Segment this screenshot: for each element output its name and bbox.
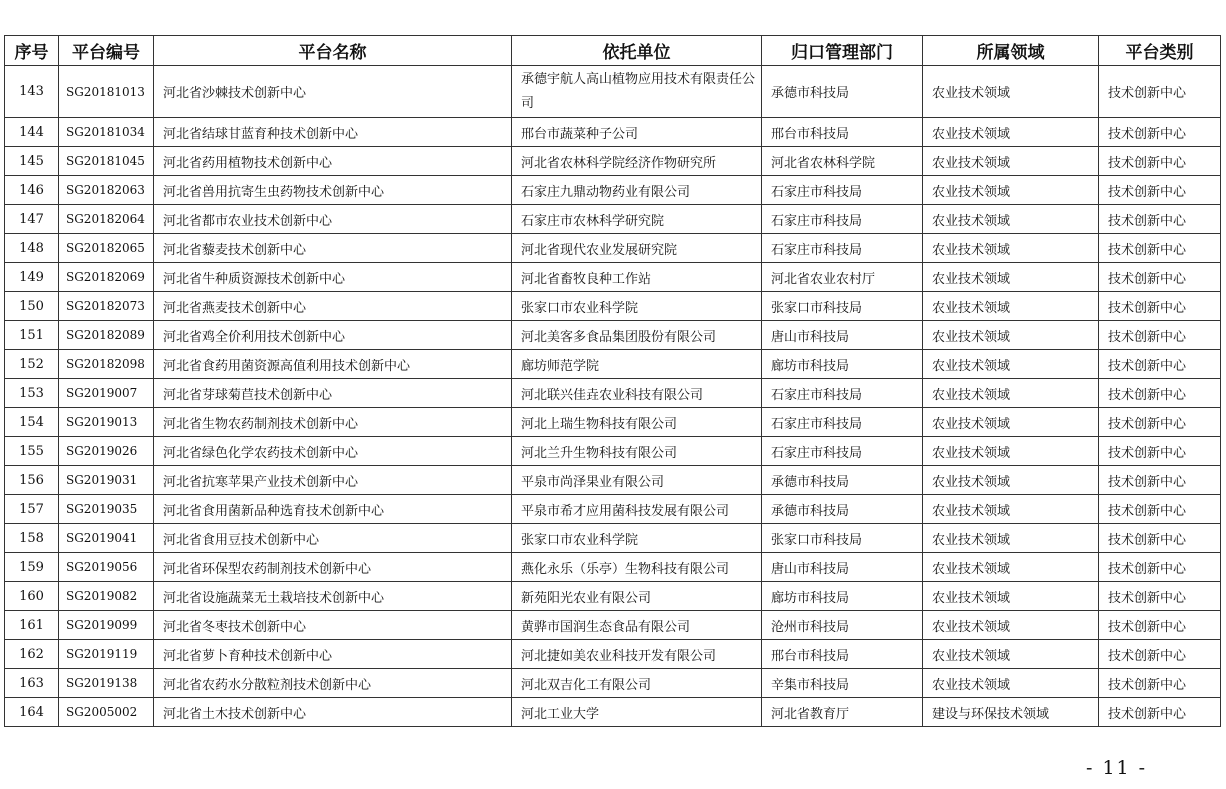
- header-host-organization: 依托单位: [512, 36, 762, 66]
- cell-platform-type: 技术创新中心: [1099, 553, 1221, 582]
- header-managing-department: 归口管理部门: [762, 36, 923, 66]
- table-row: [5, 611, 1221, 640]
- table-body: [5, 66, 1221, 727]
- cell-field: 农业技术领域: [923, 176, 1099, 205]
- cell-host-organization: 河北上瑞生物科技有限公司: [512, 408, 762, 437]
- cell-platform-code: SG2005002: [59, 698, 154, 727]
- cell-serial-no: 153: [5, 379, 59, 408]
- cell-platform-type: 技术创新中心: [1099, 147, 1221, 176]
- cell-platform-name: 河北省冬枣技术创新中心: [154, 611, 512, 640]
- cell-field: 农业技术领域: [923, 292, 1099, 321]
- cell-platform-type: 技术创新中心: [1099, 205, 1221, 234]
- cell-platform-code: SG2019041: [59, 524, 154, 553]
- cell-host-organization: 平泉市尚泽果业有限公司: [512, 466, 762, 495]
- cell-serial-no: 155: [5, 437, 59, 466]
- cell-platform-name: 河北省燕麦技术创新中心: [154, 292, 512, 321]
- header-platform-code: 平台编号: [59, 36, 154, 66]
- cell-host-organization: 河北省现代农业发展研究院: [512, 234, 762, 263]
- cell-platform-name: 河北省绿色化学农药技术创新中心: [154, 437, 512, 466]
- table-row: [5, 234, 1221, 263]
- cell-platform-name: 河北省环保型农药制剂技术创新中心: [154, 553, 512, 582]
- cell-platform-type: 技术创新中心: [1099, 263, 1221, 292]
- cell-field: 农业技术领域: [923, 263, 1099, 292]
- cell-host-organization: 河北工业大学: [512, 698, 762, 727]
- cell-platform-type: 技术创新中心: [1099, 669, 1221, 698]
- cell-managing-department: 辛集市科技局: [762, 669, 923, 698]
- cell-platform-code: SG2019082: [59, 582, 154, 611]
- cell-managing-department: 邢台市科技局: [762, 640, 923, 669]
- table-row: [5, 350, 1221, 379]
- cell-managing-department: 承德市科技局: [762, 66, 923, 118]
- cell-platform-code: SG2019138: [59, 669, 154, 698]
- cell-platform-name: 河北省生物农药制剂技术创新中心: [154, 408, 512, 437]
- cell-host-organization: 邢台市蔬菜种子公司: [512, 118, 762, 147]
- cell-managing-department: 唐山市科技局: [762, 553, 923, 582]
- cell-serial-no: 158: [5, 524, 59, 553]
- cell-field: 建设与环保技术领域: [923, 698, 1099, 727]
- cell-field: 农业技术领域: [923, 640, 1099, 669]
- header-serial-no: 序号: [5, 36, 59, 66]
- cell-managing-department: 石家庄市科技局: [762, 234, 923, 263]
- cell-field: 农业技术领域: [923, 66, 1099, 118]
- header-platform-name: 平台名称: [154, 36, 512, 66]
- cell-platform-code: SG20182073: [59, 292, 154, 321]
- cell-host-organization: 河北捷如美农业科技开发有限公司: [512, 640, 762, 669]
- cell-platform-name: 河北省农药水分散粒剂技术创新中心: [154, 669, 512, 698]
- cell-platform-type: 技术创新中心: [1099, 350, 1221, 379]
- cell-field: 农业技术领域: [923, 234, 1099, 263]
- cell-serial-no: 163: [5, 669, 59, 698]
- table-row: [5, 698, 1221, 727]
- cell-serial-no: 156: [5, 466, 59, 495]
- cell-managing-department: 张家口市科技局: [762, 524, 923, 553]
- table-row: [5, 147, 1221, 176]
- cell-serial-no: 145: [5, 147, 59, 176]
- cell-host-organization: 河北双吉化工有限公司: [512, 669, 762, 698]
- cell-platform-code: SG20182065: [59, 234, 154, 263]
- cell-field: 农业技术领域: [923, 118, 1099, 147]
- cell-host-organization: 张家口市农业科学院: [512, 524, 762, 553]
- cell-platform-type: 技术创新中心: [1099, 582, 1221, 611]
- cell-platform-type: 技术创新中心: [1099, 495, 1221, 524]
- cell-platform-name: 河北省药用植物技术创新中心: [154, 147, 512, 176]
- cell-platform-code: SG20182098: [59, 350, 154, 379]
- cell-platform-type: 技术创新中心: [1099, 176, 1221, 205]
- cell-serial-no: 143: [5, 66, 59, 118]
- cell-host-organization: 廊坊师范学院: [512, 350, 762, 379]
- cell-managing-department: 石家庄市科技局: [762, 379, 923, 408]
- cell-platform-name: 河北省沙棘技术创新中心: [154, 66, 512, 118]
- cell-platform-name: 河北省食用豆技术创新中心: [154, 524, 512, 553]
- cell-serial-no: 159: [5, 553, 59, 582]
- page-number: - 11 -: [1086, 757, 1148, 779]
- table-row: [5, 66, 1221, 118]
- cell-platform-name: 河北省兽用抗寄生虫药物技术创新中心: [154, 176, 512, 205]
- cell-host-organization: 新苑阳光农业有限公司: [512, 582, 762, 611]
- cell-field: 农业技术领域: [923, 379, 1099, 408]
- cell-platform-code: SG2019056: [59, 553, 154, 582]
- cell-managing-department: 承德市科技局: [762, 466, 923, 495]
- cell-platform-code: SG2019026: [59, 437, 154, 466]
- cell-platform-type: 技术创新中心: [1099, 466, 1221, 495]
- cell-serial-no: 146: [5, 176, 59, 205]
- table-header-row: [5, 36, 1221, 66]
- table-row: [5, 669, 1221, 698]
- cell-serial-no: 152: [5, 350, 59, 379]
- cell-managing-department: 石家庄市科技局: [762, 408, 923, 437]
- cell-platform-code: SG20182064: [59, 205, 154, 234]
- cell-host-organization: 河北兰升生物科技有限公司: [512, 437, 762, 466]
- cell-platform-code: SG2019031: [59, 466, 154, 495]
- cell-platform-type: 技术创新中心: [1099, 118, 1221, 147]
- cell-platform-name: 河北省设施蔬菜无土栽培技术创新中心: [154, 582, 512, 611]
- cell-platform-name: 河北省萝卜育种技术创新中心: [154, 640, 512, 669]
- table-row: [5, 379, 1221, 408]
- cell-managing-department: 河北省农林科学院: [762, 147, 923, 176]
- cell-platform-type: 技术创新中心: [1099, 524, 1221, 553]
- cell-platform-code: SG2019007: [59, 379, 154, 408]
- cell-serial-no: 154: [5, 408, 59, 437]
- table-row: [5, 640, 1221, 669]
- cell-platform-name: 河北省土木技术创新中心: [154, 698, 512, 727]
- platform-table: [4, 35, 1221, 727]
- table-row: [5, 321, 1221, 350]
- cell-host-organization: 河北省畜牧良种工作站: [512, 263, 762, 292]
- cell-platform-type: 技术创新中心: [1099, 321, 1221, 350]
- cell-serial-no: 160: [5, 582, 59, 611]
- table-row: [5, 437, 1221, 466]
- cell-field: 农业技术领域: [923, 321, 1099, 350]
- cell-platform-name: 河北省牛种质资源技术创新中心: [154, 263, 512, 292]
- cell-host-organization: 河北美客多食品集团股份有限公司: [512, 321, 762, 350]
- cell-field: 农业技术领域: [923, 553, 1099, 582]
- cell-platform-type: 技术创新中心: [1099, 234, 1221, 263]
- cell-serial-no: 144: [5, 118, 59, 147]
- cell-managing-department: 石家庄市科技局: [762, 437, 923, 466]
- cell-serial-no: 151: [5, 321, 59, 350]
- cell-platform-type: 技术创新中心: [1099, 640, 1221, 669]
- cell-managing-department: 廊坊市科技局: [762, 350, 923, 379]
- cell-field: 农业技术领域: [923, 205, 1099, 234]
- cell-platform-code: SG20181034: [59, 118, 154, 147]
- cell-platform-name: 河北省鸡全价利用技术创新中心: [154, 321, 512, 350]
- cell-serial-no: 147: [5, 205, 59, 234]
- table-row: [5, 466, 1221, 495]
- cell-platform-name: 河北省食用菌新品种选育技术创新中心: [154, 495, 512, 524]
- cell-managing-department: 唐山市科技局: [762, 321, 923, 350]
- table-row: [5, 408, 1221, 437]
- header-field: 所属领域: [923, 36, 1099, 66]
- cell-managing-department: 河北省教育厅: [762, 698, 923, 727]
- cell-serial-no: 149: [5, 263, 59, 292]
- cell-platform-name: 河北省食药用菌资源高值利用技术创新中心: [154, 350, 512, 379]
- cell-platform-name: 河北省都市农业技术创新中心: [154, 205, 512, 234]
- table-row: [5, 292, 1221, 321]
- cell-field: 农业技术领域: [923, 350, 1099, 379]
- cell-managing-department: 张家口市科技局: [762, 292, 923, 321]
- cell-platform-code: SG2019119: [59, 640, 154, 669]
- cell-platform-type: 技术创新中心: [1099, 698, 1221, 727]
- cell-managing-department: 廊坊市科技局: [762, 582, 923, 611]
- cell-field: 农业技术领域: [923, 669, 1099, 698]
- cell-platform-code: SG2019035: [59, 495, 154, 524]
- cell-field: 农业技术领域: [923, 147, 1099, 176]
- cell-field: 农业技术领域: [923, 466, 1099, 495]
- cell-platform-code: SG20182089: [59, 321, 154, 350]
- table-row: [5, 582, 1221, 611]
- cell-host-organization: 张家口市农业科学院: [512, 292, 762, 321]
- table-row: [5, 176, 1221, 205]
- cell-platform-type: 技术创新中心: [1099, 379, 1221, 408]
- cell-field: 农业技术领域: [923, 611, 1099, 640]
- table-row: [5, 263, 1221, 292]
- cell-managing-department: 河北省农业农村厅: [762, 263, 923, 292]
- header-platform-type: 平台类别: [1099, 36, 1221, 66]
- cell-host-organization: 石家庄市农林科学研究院: [512, 205, 762, 234]
- cell-host-organization: 河北省农林科学院经济作物研究所: [512, 147, 762, 176]
- cell-serial-no: 162: [5, 640, 59, 669]
- cell-platform-name: 河北省藜麦技术创新中心: [154, 234, 512, 263]
- cell-platform-type: 技术创新中心: [1099, 408, 1221, 437]
- table-row: [5, 205, 1221, 234]
- cell-platform-type: 技术创新中心: [1099, 611, 1221, 640]
- cell-platform-code: SG2019099: [59, 611, 154, 640]
- table-row: [5, 495, 1221, 524]
- cell-platform-name: 河北省抗寒苹果产业技术创新中心: [154, 466, 512, 495]
- cell-host-organization: 河北联兴佳垚农业科技有限公司: [512, 379, 762, 408]
- cell-managing-department: 石家庄市科技局: [762, 176, 923, 205]
- cell-platform-code: SG20182063: [59, 176, 154, 205]
- cell-serial-no: 157: [5, 495, 59, 524]
- cell-host-organization: 石家庄九鼎动物药业有限公司: [512, 176, 762, 205]
- cell-host-organization: 燕化永乐（乐亭）生物科技有限公司: [512, 553, 762, 582]
- cell-platform-code: SG2019013: [59, 408, 154, 437]
- cell-platform-type: 技术创新中心: [1099, 66, 1221, 118]
- cell-managing-department: 石家庄市科技局: [762, 205, 923, 234]
- cell-platform-name: 河北省结球甘蓝育种技术创新中心: [154, 118, 512, 147]
- cell-platform-type: 技术创新中心: [1099, 292, 1221, 321]
- cell-platform-type: 技术创新中心: [1099, 437, 1221, 466]
- cell-platform-code: SG20182069: [59, 263, 154, 292]
- cell-platform-code: SG20181013: [59, 66, 154, 118]
- table-row: [5, 118, 1221, 147]
- cell-serial-no: 148: [5, 234, 59, 263]
- cell-field: 农业技术领域: [923, 408, 1099, 437]
- cell-host-organization: 黄骅市国润生态食品有限公司: [512, 611, 762, 640]
- cell-serial-no: 150: [5, 292, 59, 321]
- cell-field: 农业技术领域: [923, 582, 1099, 611]
- cell-managing-department: 沧州市科技局: [762, 611, 923, 640]
- table-row: [5, 553, 1221, 582]
- cell-serial-no: 161: [5, 611, 59, 640]
- cell-managing-department: 邢台市科技局: [762, 118, 923, 147]
- cell-field: 农业技术领域: [923, 495, 1099, 524]
- cell-managing-department: 承德市科技局: [762, 495, 923, 524]
- cell-field: 农业技术领域: [923, 437, 1099, 466]
- table-row: [5, 524, 1221, 553]
- cell-serial-no: 164: [5, 698, 59, 727]
- cell-host-organization: 承德宇航人高山植物应用技术有限责任公司: [512, 66, 762, 118]
- cell-field: 农业技术领域: [923, 524, 1099, 553]
- cell-host-organization: 平泉市希才应用菌科技发展有限公司: [512, 495, 762, 524]
- cell-platform-name: 河北省芽球菊苣技术创新中心: [154, 379, 512, 408]
- cell-platform-code: SG20181045: [59, 147, 154, 176]
